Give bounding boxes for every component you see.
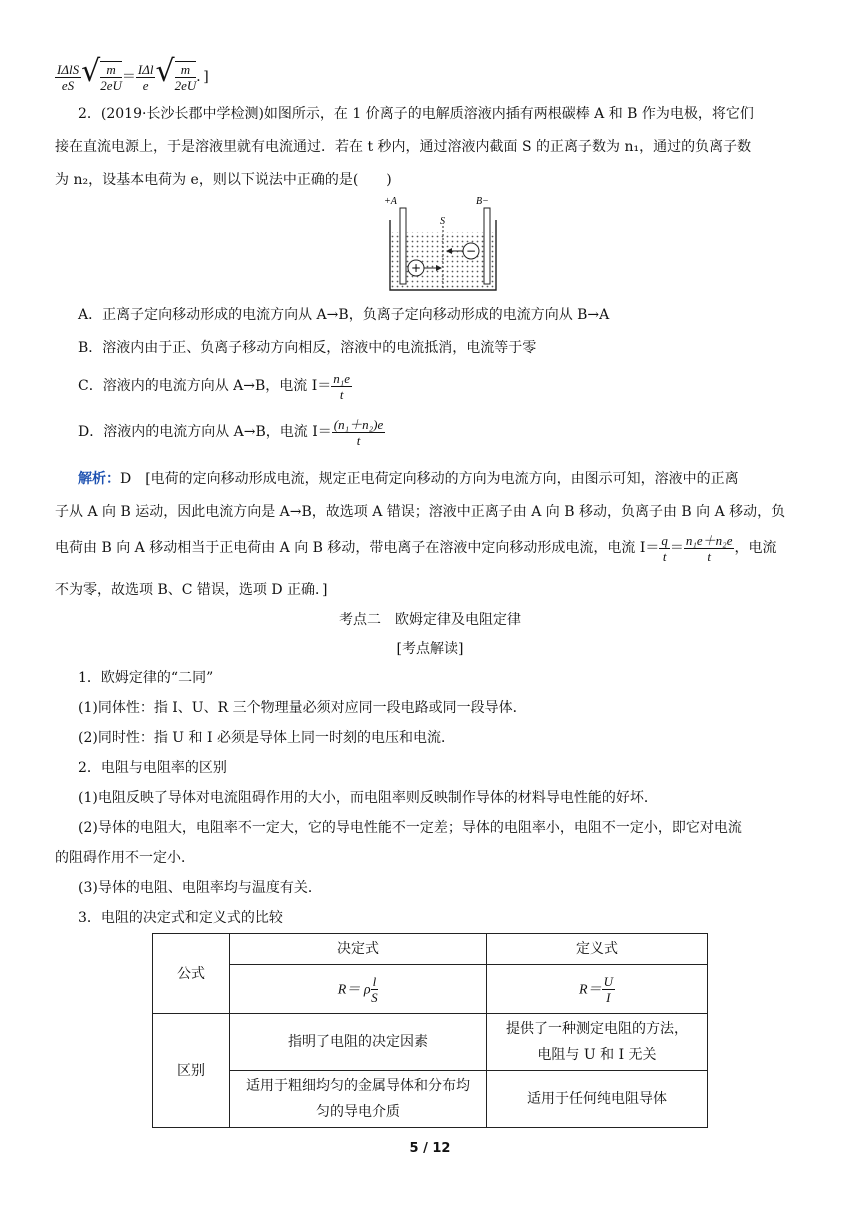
section-subtitle: [考点解读] bbox=[396, 641, 464, 657]
point-text: (3)导体的电阻、电阻率均与温度有关． bbox=[78, 880, 322, 896]
electrode-b bbox=[484, 208, 490, 284]
comparison-table bbox=[152, 933, 708, 1128]
point-text: (1)电阻反映了导体对电流阻碍作用的大小，而电阻率则反映制作导体的材料导电性能的好坏． bbox=[78, 790, 658, 806]
formula-tail: ．] bbox=[196, 69, 209, 85]
column-header-definition: 定义式 bbox=[487, 934, 708, 965]
table-row bbox=[153, 965, 708, 1014]
fraction bbox=[332, 417, 385, 448]
analysis-text: 电荷由 B 向 A 移动相当于正电荷由 A 向 B 移动，带电离子在溶液中定向移动形成电流，电流 I＝ bbox=[55, 540, 660, 556]
numerator: IΔl bbox=[137, 61, 154, 77]
label-b: B− bbox=[476, 196, 489, 207]
sqrt-sign: √ bbox=[155, 54, 175, 89]
numerator: U bbox=[603, 973, 613, 989]
equals-sign: ＝ bbox=[121, 69, 136, 85]
option-d bbox=[78, 414, 385, 450]
point-text: (2)同时性：指 U 和 I 必须是导体上同一时刻的电压和电流． bbox=[78, 730, 455, 746]
equals-sign: ＝ bbox=[669, 540, 684, 556]
option-c-text: C．溶液内的电流方向从 A→B，电流 I＝ bbox=[78, 378, 332, 394]
analysis-line bbox=[78, 469, 739, 489]
table-row bbox=[153, 1071, 708, 1128]
point-heading: 1．欧姆定律的“二同” bbox=[78, 670, 214, 686]
denominator: eS bbox=[61, 77, 75, 93]
determinant-formula bbox=[230, 965, 487, 1014]
denominator: I bbox=[606, 989, 611, 1005]
cell-line: 适用于粗细均匀的金属导体和分布均 bbox=[246, 1078, 470, 1094]
denominator: e bbox=[142, 77, 149, 93]
label-s: S bbox=[440, 216, 445, 227]
numerator: m bbox=[100, 62, 122, 78]
table-cell bbox=[487, 1014, 708, 1071]
table-cell bbox=[230, 1071, 487, 1128]
option-d-text: D．溶液内的电流方向从 A→B，电流 I＝ bbox=[78, 424, 332, 440]
sqrt-sign: √ bbox=[81, 54, 101, 89]
fraction bbox=[136, 62, 156, 93]
fraction bbox=[331, 371, 352, 402]
analysis-text: ，电流 bbox=[734, 540, 777, 556]
fraction bbox=[602, 974, 615, 1005]
point-heading: 2．电阻与电阻率的区别 bbox=[78, 760, 227, 776]
fraction bbox=[100, 61, 122, 93]
denominator: 2eU bbox=[174, 78, 197, 93]
denominator: t bbox=[339, 386, 344, 402]
cell-line: 提供了一种测定电阻的方法， bbox=[506, 1021, 688, 1037]
electrolysis-diagram bbox=[380, 194, 505, 296]
point-text: (1)同体性：指 I、U、R 三个物理量必须对应同一段电路或同一段导体． bbox=[78, 700, 527, 716]
table-row bbox=[153, 1014, 708, 1071]
numerator: m bbox=[175, 62, 197, 78]
fraction bbox=[684, 533, 735, 564]
numerator: l bbox=[372, 973, 377, 989]
question-line: 为 n₂，设基本电荷为 e，则以下说法中正确的是( ) bbox=[55, 172, 392, 188]
page-number: 5 / 12 bbox=[409, 1141, 451, 1156]
denominator: S bbox=[371, 989, 378, 1005]
fraction bbox=[55, 62, 81, 93]
option-b: B．溶液内由于正、负离子移动方向相反，溶液中的电流抵消，电流等于零 bbox=[78, 340, 537, 356]
denominator: t bbox=[707, 548, 711, 564]
question-line: 接在直流电源上，于是溶液里就有电流通过．若在 t 秒内，通过溶液内截面 S 的正离子数为 n₁，通过的负离子数 bbox=[55, 139, 752, 155]
negative-sign: − bbox=[465, 244, 477, 258]
denominator: 2eU bbox=[100, 78, 122, 93]
formula-text: R＝ bbox=[579, 982, 602, 997]
point-text: (2)导体的电阻大，电阻率不一定大，它的导电性能不一定差；导体的电阻率小，电阻不一定小，即它对电流 bbox=[78, 820, 742, 836]
numerator: IΔlS bbox=[57, 61, 80, 77]
fraction bbox=[659, 533, 670, 564]
analysis-label: 解析： bbox=[78, 471, 120, 487]
label-a: +A bbox=[384, 196, 397, 207]
numerator: n₁e bbox=[333, 370, 351, 386]
option-c bbox=[78, 368, 352, 404]
option-a: A．正离子定向移动形成的电流方向从 A→B，负离子定向移动形成的电流方向从 B→A bbox=[78, 307, 610, 323]
point-text: 的阻碍作用不一定小． bbox=[55, 850, 195, 866]
table-cell: 适用于任何纯电阻导体 bbox=[487, 1071, 708, 1128]
analysis-line: 不为零，故选项 B、C 错误，选项 D 正确．] bbox=[55, 582, 328, 598]
definition-formula bbox=[487, 965, 708, 1014]
fraction bbox=[371, 974, 379, 1005]
table-cell: 指明了电阻的决定因素 bbox=[230, 1014, 487, 1071]
table-row bbox=[153, 934, 708, 965]
numerator: n₁e＋n₂e bbox=[685, 532, 733, 548]
positive-sign: + bbox=[410, 261, 422, 275]
formula-text: R＝ ρ bbox=[337, 982, 371, 997]
denominator: t bbox=[356, 432, 361, 448]
column-header-determinant: 决定式 bbox=[230, 934, 487, 965]
denominator: t bbox=[662, 548, 667, 564]
cell-line: 电阻与 U 和 I 无关 bbox=[537, 1047, 657, 1063]
cell-line: 匀的导电介质 bbox=[316, 1104, 400, 1120]
analysis-text: D [电荷的定向移动形成电流，规定正电荷定向移动的方向为电流方向，由图示可知，溶液中的正离 bbox=[120, 471, 739, 487]
section-title: 考点二 欧姆定律及电阻定律 bbox=[339, 612, 521, 628]
fraction bbox=[175, 61, 197, 93]
row-label-formula: 公式 bbox=[153, 934, 230, 1014]
analysis-line: 子从 A 向 B 运动，因此电流方向是 A→B，故选项 A 错误；溶液中正离子由 A 向 B 移动，负离子由 B 向 A 移动，负 bbox=[55, 504, 786, 520]
numerator: (n₁＋n₂)e bbox=[333, 416, 384, 432]
analysis-line bbox=[55, 530, 776, 566]
question-line: 2．(2019·长沙长郡中学检测)如图所示，在 1 价离子的电解质溶液内插有两根碳棒 A 和 B 作为电极，将它们 bbox=[78, 106, 754, 122]
electrode-a bbox=[400, 208, 406, 284]
row-label-difference: 区别 bbox=[153, 1014, 230, 1128]
numerator: q bbox=[661, 532, 668, 548]
point-heading: 3．电阻的决定式和定义式的比较 bbox=[78, 910, 283, 926]
top-formula bbox=[55, 52, 209, 97]
